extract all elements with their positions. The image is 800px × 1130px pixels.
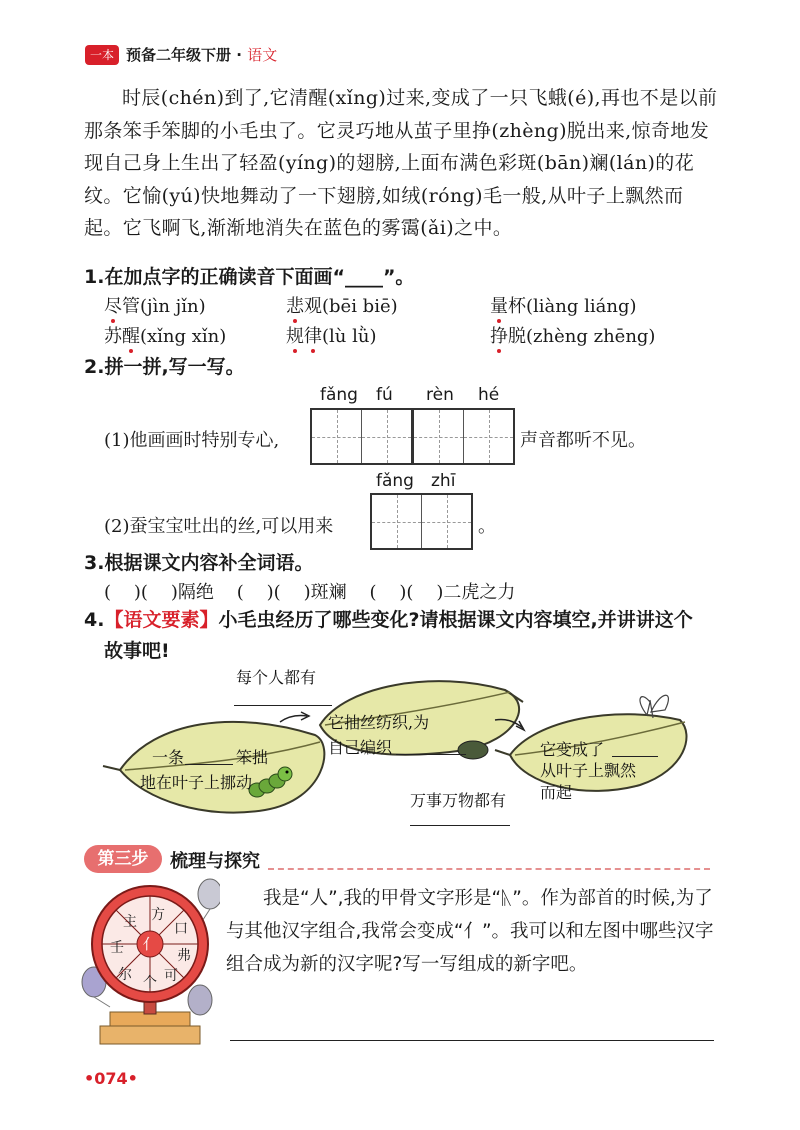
q1-item xyxy=(490,322,655,348)
wheel-center: 亻 xyxy=(142,935,158,953)
wheel-char: 尔 xyxy=(118,967,132,983)
leaf-1-text-a: 一条 xyxy=(152,748,185,767)
answer-line[interactable] xyxy=(234,705,332,706)
leaf-3-text-a: 它变成了 xyxy=(540,740,605,759)
q1-item-char: 量 xyxy=(490,296,508,317)
q1-item-options: 杯(liàng liáng) xyxy=(508,296,637,317)
balloon-icon xyxy=(198,879,220,909)
leaf-1-text-b: 笨拙 xyxy=(236,748,269,767)
q1-item-options: 脱(zhèng zhēng) xyxy=(508,326,656,347)
writing-grid[interactable] xyxy=(310,408,413,465)
q1-item xyxy=(104,292,206,318)
writing-cell[interactable] xyxy=(414,410,464,463)
q2-sentence-1-end: 声音都听不见。 xyxy=(520,430,646,451)
question-2-number: 2. xyxy=(84,356,105,378)
writing-cell[interactable] xyxy=(464,410,513,463)
book-title-text: 预备二年级下册 xyxy=(126,46,232,64)
q1-item xyxy=(490,292,637,318)
leaf-3-text-b: 从叶子上飘然 xyxy=(540,761,637,780)
wheel-char: 弗 xyxy=(177,948,191,964)
leaf-1-text-c: 地在叶子上挪动 xyxy=(140,773,253,792)
explore-text-a: 我是“人”,我的甲骨文字形是“ xyxy=(263,888,502,909)
writing-grid[interactable] xyxy=(370,493,473,550)
q1-item-char: 悲 xyxy=(286,296,304,317)
series-badge: 一本 xyxy=(85,45,119,65)
subject-label: 语文 xyxy=(247,46,278,64)
wheel-char: 方 xyxy=(151,907,165,923)
book-title xyxy=(126,44,277,65)
q1-item xyxy=(286,322,376,348)
wheel-char: 主 xyxy=(123,914,137,930)
wheel-char: 壬 xyxy=(110,940,124,956)
wheel-char: 口 xyxy=(174,921,188,937)
answer-line[interactable] xyxy=(612,756,658,757)
q1-item-options: 观(bēi biē) xyxy=(304,296,398,317)
q1-item-char-plain: 规 xyxy=(286,326,304,347)
q1-item-char: 醒 xyxy=(122,326,140,347)
diagram-top-label: 每个人都有 xyxy=(236,668,317,687)
radical-wheel xyxy=(80,872,220,1050)
leaf-2-text-a: 它抽丝纺织,为 xyxy=(328,713,430,732)
explore-text-b: ”。作为部首的时候,为了与其他汉字组合,我常会变成“亻”。我可以和左图中哪些汉字组合成为新的汉字呢?写一写组成的新字吧。 xyxy=(226,888,714,975)
q3-blanks[interactable]: ( )( )隔绝 ( )( )斑斓 ( )( )二虎之力 xyxy=(104,582,516,603)
q1-item xyxy=(104,322,226,348)
q2-sentence-1-start: (1)他画画时特别专心, xyxy=(104,430,280,451)
question-3-text: 根据课文内容补全词语。 xyxy=(104,552,314,574)
pinyin-label: fǎng xyxy=(376,471,414,491)
question-1-text: 在加点字的正确读音下面画“____”。 xyxy=(104,266,415,288)
balloon-icon xyxy=(188,985,212,1015)
writing-cell[interactable] xyxy=(422,495,471,548)
q1-item xyxy=(286,292,398,318)
pinyin-label: zhī xyxy=(431,471,456,491)
page-number-text: 074 xyxy=(94,1069,128,1088)
leaf-3-stem xyxy=(495,750,510,755)
leaf-1-stem xyxy=(103,766,120,770)
answer-line[interactable] xyxy=(396,754,466,755)
pinyin-label: rèn xyxy=(426,385,454,405)
wheel-base xyxy=(100,1026,200,1044)
dashed-divider xyxy=(268,868,710,870)
answer-line[interactable] xyxy=(230,1040,714,1041)
oracle-bone-glyph: ᚣ xyxy=(501,888,513,909)
question-1 xyxy=(84,262,414,289)
question-1-number: 1. xyxy=(84,266,105,288)
title-separator: · xyxy=(236,46,242,64)
question-4-text-2: 故事吧! xyxy=(104,640,170,662)
wheel-char: 个 xyxy=(143,975,157,991)
writing-cell[interactable] xyxy=(312,410,362,463)
explore-text xyxy=(226,882,716,981)
q1-item-options: 管(jìn jǐn) xyxy=(122,296,206,317)
pinyin-label: fǎng xyxy=(320,385,358,405)
question-4 xyxy=(84,605,724,667)
question-4-text: 小毛虫经历了哪些变化?请根据课文内容填空,并讲讲这个 xyxy=(218,609,693,631)
question-4-tag: 【语文要素】 xyxy=(104,609,219,631)
leaf-3-text-c: 而起 xyxy=(540,783,573,802)
q1-item-char: 挣 xyxy=(490,326,508,347)
page-number: •074• xyxy=(84,1069,138,1088)
leaf-2-text-b: 自己编织 xyxy=(328,738,393,757)
writing-grid[interactable] xyxy=(412,408,515,465)
question-3 xyxy=(84,548,313,575)
wheel-char: 可 xyxy=(164,968,178,984)
question-2-text: 拼一拼,写一写。 xyxy=(104,356,245,378)
q1-item-char-plain: 苏 xyxy=(104,326,122,347)
writing-cell[interactable] xyxy=(372,495,422,548)
q1-item-char: 尽 xyxy=(104,296,122,317)
cocoon-icon xyxy=(458,741,488,759)
question-3-number: 3. xyxy=(84,552,105,574)
diagram-bottom-label: 万事万物都有 xyxy=(410,791,507,810)
answer-line[interactable] xyxy=(410,825,510,826)
answer-line[interactable] xyxy=(185,764,233,765)
q2-sentence-2-start: (2)蚕宝宝吐出的丝,可以用来 xyxy=(104,516,334,537)
step-title: 梳理与探究 xyxy=(170,851,260,872)
pinyin-label: fú xyxy=(376,385,393,405)
question-2 xyxy=(84,352,245,379)
q1-item-options: (xǐng xǐn) xyxy=(140,326,227,347)
passage-text: 时辰(chén)到了,它清醒(xǐng)过来,变成了一只飞蛾(é),再也不是以前那条笨手笨脚的小毛虫了。它灵巧地从茧子里挣(zhèng)脱出来,惊奇地发现自己身上生出了轻盈(yíng)的翅膀,上面布满色彩斑(bān)斓(lán)的花纹。它愉(yú)快地舞动了一下翅膀,如绒(róng)毛一般,从叶子上飘然而起。它飞啊飞,渐渐地消失在蓝色的雾霭(ǎi)之中。 xyxy=(84,87,718,239)
writing-cell[interactable] xyxy=(362,410,411,463)
question-4-number: 4. xyxy=(84,609,105,631)
pinyin-label: hé xyxy=(478,385,500,405)
q2-sentence-2-end: 。 xyxy=(478,516,496,537)
reading-passage xyxy=(84,82,720,245)
step-badge: 第三步 xyxy=(84,845,162,873)
q1-item-char: 律 xyxy=(304,326,322,347)
q1-item-options: (lù lǜ) xyxy=(322,326,377,347)
